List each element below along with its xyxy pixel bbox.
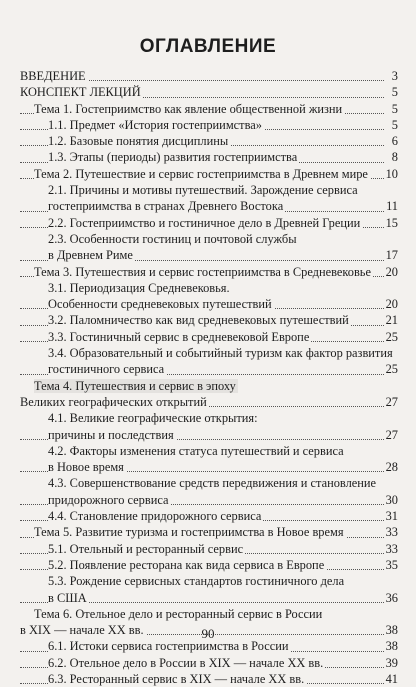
toc-entry-text: в XIX — начале XX вв. [20, 623, 144, 638]
toc-entry-text: 5.2. Появление ресторана как вида сервиса в Европе [48, 557, 325, 572]
toc-entry-text: КОНСПЕКТ ЛЕКЦИЙ [20, 85, 141, 100]
toc-entry [20, 524, 398, 540]
toc-entry-page: 5 [391, 85, 398, 100]
toc-entry [20, 231, 398, 247]
toc-entry-text: Тема 3. Путешествия и сервис гостеприимства в Средневековье [34, 264, 371, 279]
toc-entry [20, 378, 398, 394]
toc-entry-page: 20 [385, 264, 398, 279]
toc-entry [20, 264, 398, 280]
toc-entry [20, 247, 398, 263]
toc-entry-page: 38 [385, 639, 398, 654]
toc-entry-text: 2.1. Причины и мотивы путешествий. Зарождение сервиса [48, 183, 358, 198]
toc-entry-page: 15 [385, 215, 398, 230]
toc-entry-text: 3.1. Периодизация Средневековья. [48, 280, 230, 295]
toc-entry [20, 198, 398, 214]
toc-entry [20, 345, 398, 361]
toc-entry-page: 41 [385, 671, 398, 686]
toc-entry-text: в США [48, 590, 87, 605]
toc-entry [20, 361, 398, 377]
toc-entry-page: 20 [385, 297, 398, 312]
toc-entry-text: 1.2. Базовые понятия дисциплины [48, 134, 229, 149]
toc-entry-page: 33 [385, 525, 398, 540]
toc-entry [20, 280, 398, 296]
toc-entry [20, 492, 398, 508]
toc-entry [20, 557, 398, 573]
toc-entry-page: 21 [385, 313, 398, 328]
toc-entry-text: 6.2. Отельное дело в России в XIX — начале XX вв. [48, 655, 324, 670]
toc-entry-page: 17 [385, 248, 398, 263]
toc-entry [20, 166, 398, 182]
toc-entry-page: 33 [385, 541, 398, 556]
toc-entry-text: 3.3. Гостиничный сервис в средневековой Европе [48, 329, 310, 344]
toc-entry-text: Великих географических открытий [20, 394, 207, 409]
toc-entry-text: гостеприимства в странах Древнего Востока [48, 199, 284, 214]
toc-entry-page: 11 [386, 199, 398, 214]
toc-entry-page: 5 [391, 117, 398, 132]
toc-entry-text: 3.4. Образовательный и событийный туризм как фактор развития [48, 346, 393, 361]
toc-entry-text: 1.3. Этапы (периоды) развития гостеприимства [48, 150, 298, 165]
toc-entry-text: Тема 4. Путешествия и сервис в эпоху [34, 378, 236, 393]
toc-entry-text: Особенности средневековых путешествий [48, 297, 272, 312]
toc-entry-text: Тема 2. Путешествие и сервис гостеприимства в Древнем мире [34, 166, 368, 181]
page-title: ОГЛАВЛЕНИЕ [139, 36, 277, 57]
toc-entry [20, 590, 398, 606]
toc-entry-text: причины и последствия [48, 427, 174, 442]
toc-entry [20, 541, 398, 557]
toc-entry [20, 117, 398, 133]
toc-entry-page: 27 [385, 427, 398, 442]
table-of-contents [20, 68, 398, 687]
toc-entry [20, 475, 398, 491]
toc-entry-page: 6 [391, 134, 398, 149]
toc-entry [20, 133, 398, 149]
toc-entry-text: 4.2. Факторы изменения статуса путешествий и сервиса [48, 443, 344, 458]
toc-entry [20, 410, 398, 426]
toc-entry-page: 35 [385, 557, 398, 572]
toc-entry-text: Тема 1. Гостеприимство как явление общественной жизни [34, 101, 343, 116]
toc-entry-text: 2.3. Особенности гостиниц и почтовой службы [48, 231, 297, 246]
toc-entry-text: ВВЕДЕНИЕ [20, 69, 86, 83]
toc-entry-text: Тема 5. Развитие туризма и гостеприимства в Новое время [34, 525, 344, 540]
toc-entry [20, 573, 398, 589]
toc-entry-page: 10 [385, 166, 398, 181]
toc-entry [20, 68, 398, 84]
toc-entry-text: 1.1. Предмет «История гостеприимства» [48, 117, 262, 132]
toc-entry [20, 149, 398, 165]
toc-entry-text: 5.1. Отельный и ресторанный сервис [48, 541, 244, 556]
toc-entry [20, 606, 398, 622]
toc-entry-page: 3 [391, 69, 398, 83]
toc-entry-text: 2.2. Гостеприимство и гостиничное дело в Древней Греции [48, 215, 361, 230]
toc-entry-text: 3.2. Паломничество как вид средневековых путешествий [48, 313, 349, 328]
toc-entry-text: в Древнем Риме [48, 248, 133, 263]
toc-entry-text: Тема 6. Отельное дело и ресторанный сервис в России [34, 606, 323, 621]
toc-entry [20, 459, 398, 475]
toc-entry-text: гостиничного сервиса [48, 362, 165, 377]
toc-entry-page: 31 [385, 509, 398, 524]
toc-entry-page: 25 [385, 362, 398, 377]
toc-entry [20, 182, 398, 198]
toc-entry [20, 394, 398, 410]
toc-entry-page: 27 [385, 394, 398, 409]
toc-entry [20, 329, 398, 345]
toc-entry-page: 30 [385, 492, 398, 507]
toc-entry [20, 296, 398, 312]
toc-entry-text: 6.1. Истоки сервиса гостеприимства в России [48, 639, 289, 654]
toc-entry-page: 39 [385, 655, 398, 670]
toc-entry-text: 4.3. Совершенствование средств передвижения и становление [48, 476, 377, 491]
toc-entry [20, 427, 398, 443]
toc-entry-page: 25 [385, 329, 398, 344]
toc-entry-page: 28 [385, 460, 398, 475]
toc-entry [20, 215, 398, 231]
toc-entry-page: 38 [385, 623, 398, 638]
toc-entry-text: 4.4. Становление придорожного сервиса [48, 509, 262, 524]
toc-entry-text: 5.3. Рождение сервисных стандартов гостиничного дела [48, 574, 345, 589]
toc-entry-page: 8 [391, 150, 398, 165]
toc-entry-page: 36 [385, 590, 398, 605]
toc-entry-text: придорожного сервиса [48, 492, 169, 507]
toc-entry-text: 6.3. Ресторанный сервис в XIX — начале XX вв. [48, 671, 305, 686]
toc-entry-text: 4.1. Великие географические открытия: [48, 411, 258, 426]
toc-entry [20, 312, 398, 328]
page-number: 90 [201, 626, 215, 641]
toc-entry-text: в Новое время [48, 460, 124, 475]
toc-entry [20, 655, 398, 671]
toc-entry [20, 84, 398, 100]
toc-entry-page: 5 [391, 101, 398, 116]
toc-entry [20, 101, 398, 117]
toc-entry [20, 671, 398, 687]
toc-entry [20, 443, 398, 459]
toc-entry [20, 508, 398, 524]
